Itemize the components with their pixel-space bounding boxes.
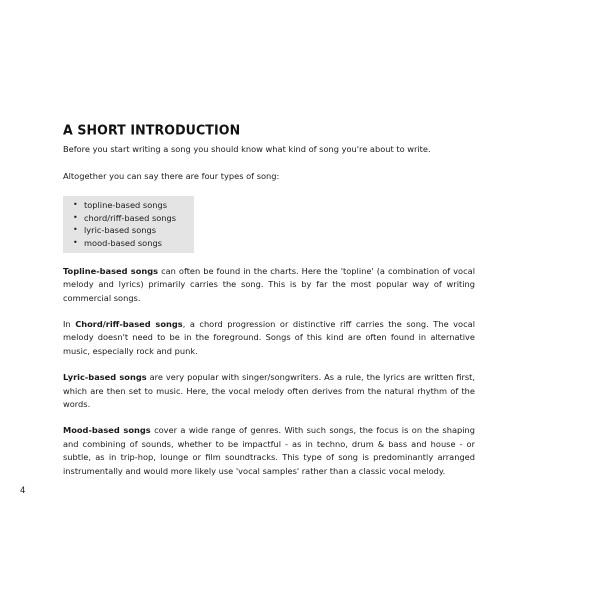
paragraph-lyric (63, 371, 475, 411)
intro-types-sentence: Altogether you can say there are four types of song: (63, 171, 280, 182)
list-item (73, 199, 194, 212)
paragraph-body: can often be found in the charts. Here the 'topline' (a combination of vocal melody and lyrics) primarily carries the song. This is by far the most popular way of writing commercial songs. (63, 265, 475, 303)
paragraph-mood (63, 424, 475, 478)
intro-sentence: Before you start writing a song you should know what kind of song you're about to write. (63, 144, 431, 154)
bullet-icon: • (73, 238, 78, 248)
paragraph-body: are very popular with singer/songwriters. As a rule, the lyrics are written first, which are then set to music. Here, the vocal melody often derives from the natural rhythm of the words. (63, 372, 475, 410)
paragraph-body: , a chord progression or distinctive riff carries the song. The vocal melody doesn't need to be in the foreground. Songs of this kind are often found in alternative music, especially rock and punk. (63, 319, 475, 356)
paragraph-topline (63, 265, 475, 305)
bullet-icon: • (73, 212, 78, 222)
bullet-icon: • (73, 199, 78, 209)
song-type-label: chord/riff-based songs (84, 212, 177, 223)
song-types-box (63, 196, 194, 253)
song-types-list (73, 199, 194, 250)
list-item (73, 224, 194, 237)
paragraph-chord-riff (63, 318, 475, 358)
list-item (73, 212, 194, 225)
song-type-label: mood-based songs (84, 238, 162, 249)
term-mood-based: Mood-based songs (63, 425, 151, 436)
page-number: 4 (20, 486, 26, 496)
bullet-icon: • (73, 225, 78, 235)
term-chord-riff-based: Chord/riff-based songs (75, 319, 183, 330)
paragraph-lead: In (63, 319, 76, 330)
song-type-label: topline-based songs (84, 199, 168, 210)
section-heading: A SHORT INTRODUCTION (63, 122, 241, 138)
page-content (63, 122, 475, 478)
term-lyric-based: Lyric-based songs (63, 372, 147, 383)
paragraph-body: cover a wide range of genres. With such songs, the focus is on the shaping and combining of sounds, whether to be impactful - as in techno, drum & bass and house - or subtle, as in trip-hop, lounge or film soundtracks. This type of song is predominantly arranged instrumentally and would more likely use 'vocal samples' rather than a classic vocal melody. (63, 425, 475, 476)
song-type-label: lyric-based songs (84, 225, 157, 236)
term-topline-based: Topline-based songs (63, 265, 159, 276)
list-item (73, 237, 194, 250)
